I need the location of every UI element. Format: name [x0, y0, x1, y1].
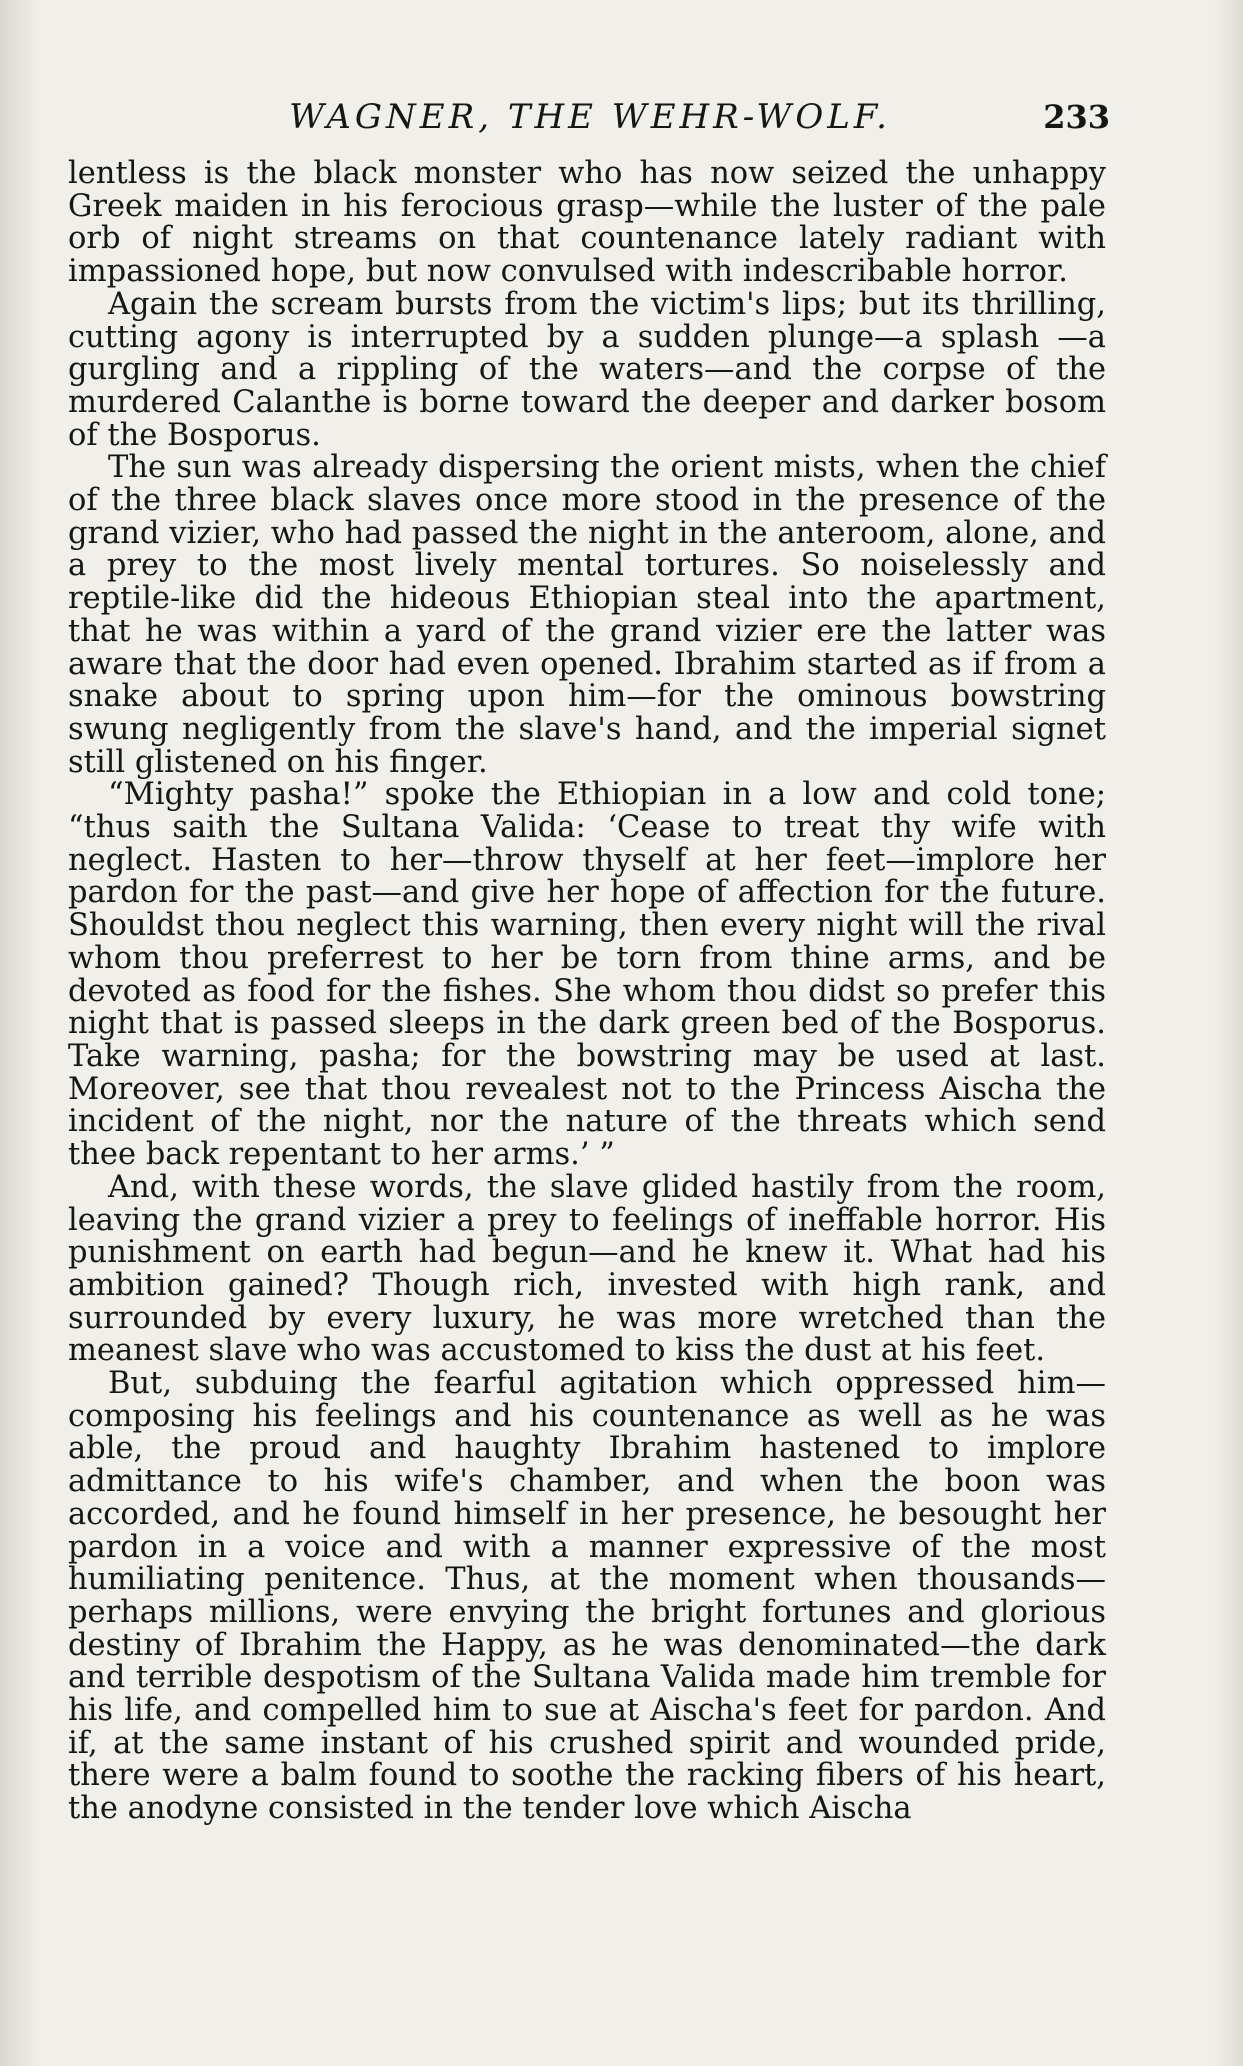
paragraph: And, with these words, the slave glided hastily from the room, leaving the grand vizier a prey to feelings of ineffable horror. His punishment on earth had begun—and he knew it. What had his ambition gained? Though rich, invested with high rank, and surrounded by every luxury, he was more wretched than the meanest slave who was accustomed to kiss the dust at his feet.	[68, 1169, 1106, 1369]
page-number: 233	[1043, 98, 1110, 136]
page-header	[70, 92, 1110, 142]
paragraph: “Mighty pasha!” spoke the Ethiopian in a low and cold tone; “thus saith the Sultana Valida: ‘Cease to treat thy wife with neglect. Hasten to her—throw thyself at her feet—implore her pardon for the past—and give her hope of affection for the future. Shouldst thou neglect this warning, then every night will the rival whom thou preferrest to her be torn from thine arms, and be devoted as food for the fishes. She whom thou didst so prefer this night that is passed sleeps in the dark green bed of the Bosporus. Take warning, pasha; for the bowstring may be used at last. Moreover, see that thou revealest not to the Princess Aischa the incident of the night, nor the nature of the threats which send thee back repentant to her arms.’ ”	[68, 777, 1106, 1173]
paragraph: The sun was already dispersing the orient mists, when the chief of the three black slaves once more stood in the presence of the grand vizier, who had passed the night in the anteroom, alone, and a prey to the most lively mental tortures. So noiselessly and reptile-like did the hideous Ethiopian steal into the apartment, that he was within a yard of the grand vizier ere the latter was aware that the door had even opened. Ibrahim started as if from a snake about to spring upon him—for the ominous bowstring swung negligently from the slave's hand, and the imperial signet still glistened on his finger.	[68, 450, 1106, 780]
body-text	[68, 158, 1106, 1826]
paragraph-continued: lentless is the black monster who has now seized the unhappy Greek maiden in his ferocious grasp—while the luster of the pale orb of night streams on that countenance lately radiant with impassioned hope, but now convulsed with indescribable horror.	[68, 156, 1106, 290]
page-edge-shadow-left	[0, 0, 40, 2066]
page-edge-shadow-right	[1213, 0, 1243, 2066]
running-title: WAGNER, THE WEHR-WOLF.	[289, 97, 891, 137]
paragraph: But, subduing the fearful agitation which oppressed him—composing his feelings and his countenance as well as he was able, the proud and haughty Ibrahim hastened to implore admittance to his wife's chamber, and when the boon was accorded, and he found himself in her presence, he besought her pardon in a voice and with a manner expressive of the most humiliating penitence. Thus, at the moment when thousands—perhaps millions, were envying the bright fortunes and glorious destiny of Ibrahim the Happy, as he was denominated—the dark and terrible despotism of the Sultana Valida made him tremble for his life, and compelled him to sue at Aischa's feet for pardon. And if, at the same instant of his crushed spirit and wounded pride, there were a balm found to soothe the racking fibers of his heart, the anodyne consisted in the tender love which Aischa	[68, 1366, 1106, 1827]
paragraph: Again the scream bursts from the victim's lips; but its thrilling, cutting agony is interrupted by a sudden plunge—a splash —a gurgling and a rippling of the waters—and the corpse of the murdered Calanthe is borne toward the deeper and darker bosom of the Bosporus.	[68, 286, 1106, 453]
